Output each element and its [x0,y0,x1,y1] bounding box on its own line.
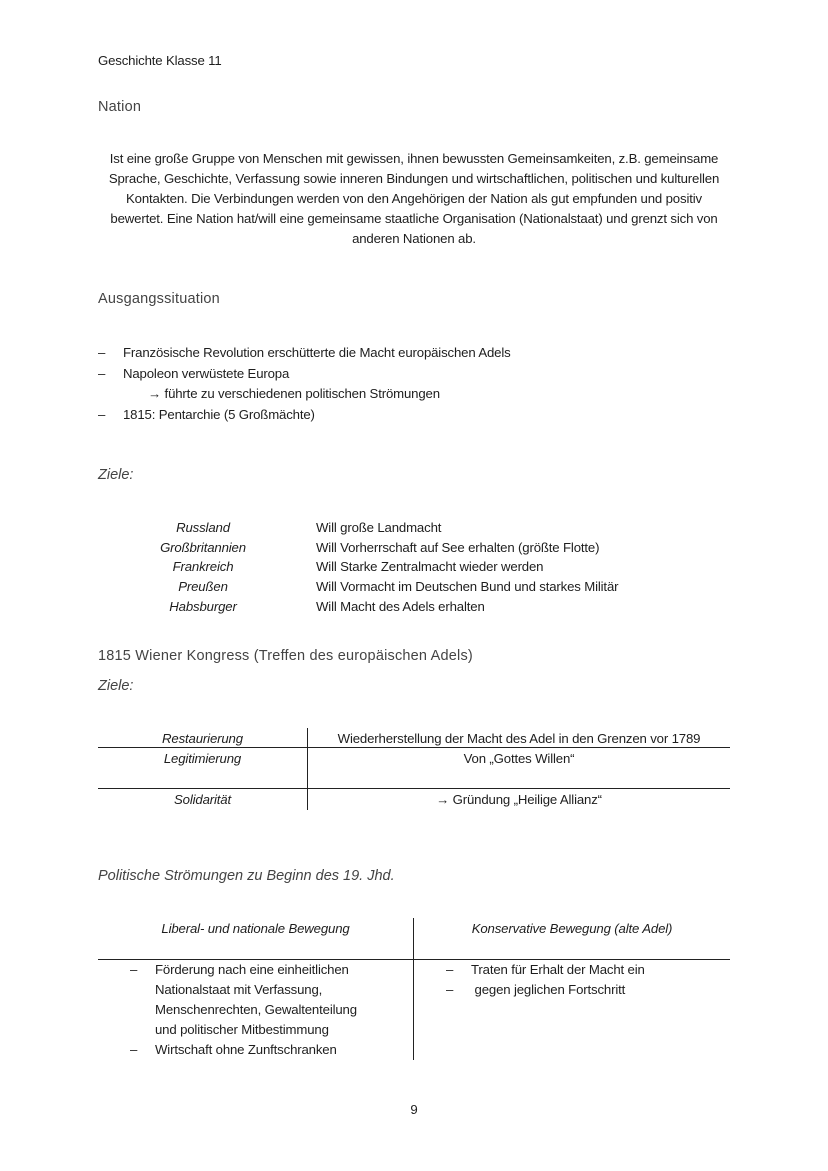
document-header: Geschichte Klasse 11 [98,53,222,68]
table-divider [413,918,414,1060]
table-desc: Von „Gottes Willen“ [463,751,575,766]
goal-row [98,597,718,617]
list-item-line: und politischer Mitbestimmung [155,1022,329,1037]
bullet-dash: – [446,982,454,997]
table-desc: → Gründung „Heilige Allianz“ [436,792,602,807]
list-item-text: → führte zu verschiedenen politischen Strömungen [148,386,440,401]
country-goal: Will Macht des Adels erhalten [316,598,485,614]
country-name: Preußen [178,579,228,595]
list-item-line: Nationalstaat mit Verfassung, [155,982,323,997]
list-item [446,980,726,1000]
bullet-dash: – [446,962,454,977]
list-item-line: Traten für Erhalt der Macht ein [471,962,645,977]
wiener-kongress-table [98,728,730,810]
list-item-line: Wirtschaft ohne Zunftschranken [155,1042,337,1057]
country-goal: Will Vorherrschaft auf See erhalten (größte Flotte) [316,539,600,555]
country-goal: Will Vormacht im Deutschen Bund und starkes Militär [316,579,619,595]
table-term: Restaurierung [162,731,243,746]
table-desc: Wiederherstellung der Macht des Adel in den Grenzen vor 1789 [337,731,701,746]
column-header-konservativ: Konservative Bewegung (alte Adel) [471,921,673,936]
list-item-line: Menschenrechten, Gewaltenteilung [155,1002,357,1017]
liberal-list [130,960,410,1060]
goal-row [98,557,718,577]
konservativ-list [446,960,726,1000]
section-heading-wiener-kongress: 1815 Wiener Kongress (Treffen des europäischen Adels) [98,648,473,664]
list-item-line: Förderung nach eine einheitlichen [155,962,349,977]
ausgangssituation-list [98,343,698,425]
nation-definition: Ist eine große Gruppe von Menschen mit gewissen, ihnen bewussten Gemeinsamkeiten, z.B. gemeinsame Sprache, Geschichte, Verfassung sowie inneren Bindungen und wirtschaftlichen, politischen und kulturellen Kontakten. Die Verbindungen werden von den Angehörigen der Nation als gut empfunden und positiv bewertet. Eine Nation hat/will eine gemeinsame staatliche Organisation (Nationalstaat) und grenzt sich von anderen Nationen ab. [108,151,720,246]
page-number: 9 [410,1102,418,1117]
country-name: Russland [176,520,230,535]
list-item-text: Französische Revolution erschütterte die Macht europäischen Adels [123,345,511,360]
bullet-dash: – [98,406,106,422]
section-heading-stroemungen: Politische Strömungen zu Beginn des 19. Jhd. [98,868,395,884]
list-item [446,960,726,980]
ziele-label: Ziele: [98,467,134,483]
list-item-text: Napoleon verwüstete Europa [123,365,290,381]
bullet-dash: – [98,345,106,360]
bullet-dash: – [98,365,106,381]
goal-row [98,577,718,597]
bullet-dash: – [130,962,138,977]
table-divider [98,788,730,789]
country-goal: Will Starke Zentralmacht wieder werden [316,559,544,575]
ziele-label: Ziele: [98,678,134,694]
list-item [130,1040,410,1060]
list-item-text: 1815: Pentarchie (5 Großmächte) [123,406,315,422]
column-header-liberal: Liberal- und nationale Bewegung [161,921,350,936]
goal-row [98,518,718,538]
list-item-line: gegen jeglichen Fortschritt [471,982,626,997]
list-item-sub [98,384,698,405]
list-item [130,960,410,1040]
section-heading-ausgangssituation: Ausgangssituation [98,291,220,307]
list-item [98,343,698,364]
table-term: Legitimierung [163,751,242,766]
goal-row [98,538,718,558]
country-name: Habsburger [169,598,237,614]
list-item [98,405,698,426]
bullet-dash: – [130,1042,138,1057]
country-goal: Will große Landmacht [316,520,442,535]
list-item [98,364,698,385]
table-term: Solidarität [174,792,231,807]
country-name: Frankreich [172,559,234,575]
stroemungen-table [98,918,730,1060]
pentarchie-goals [98,518,718,616]
country-name: Großbritannien [160,539,246,555]
section-heading-nation: Nation [98,99,142,115]
